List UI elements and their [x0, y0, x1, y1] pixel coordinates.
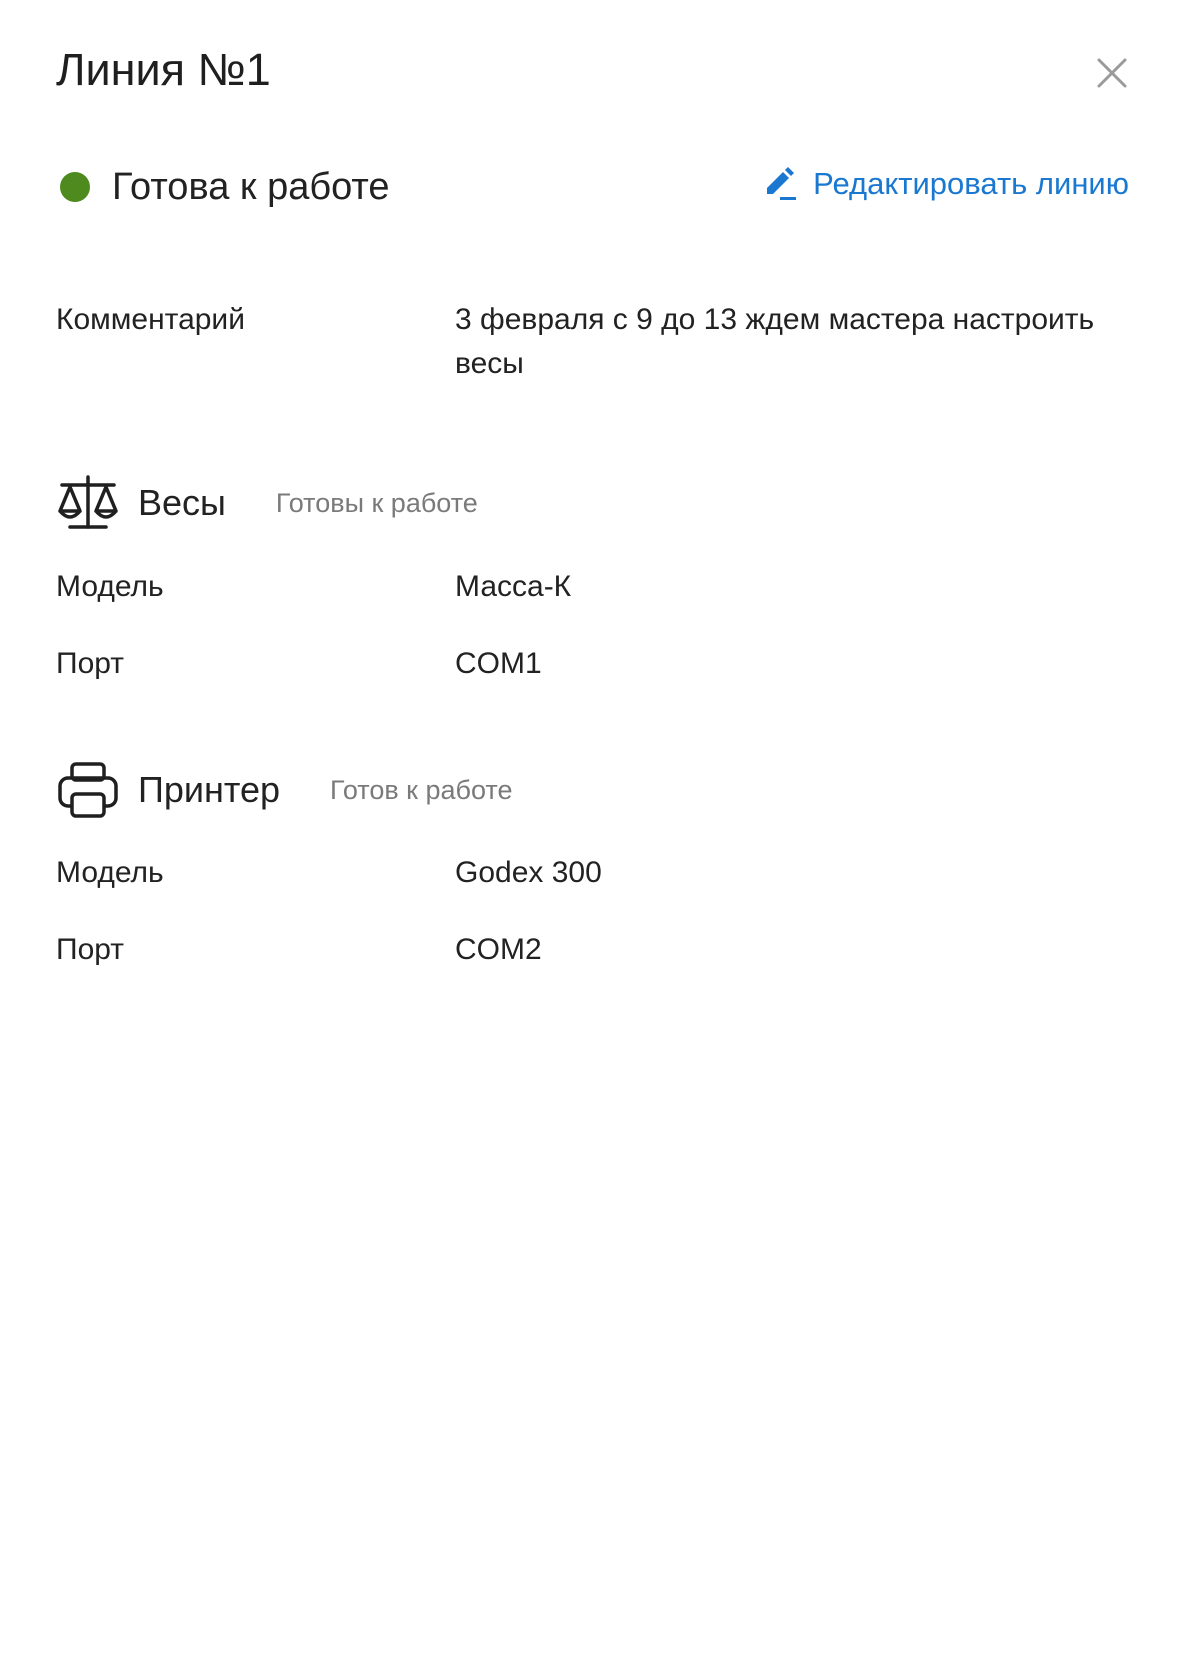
scales-model-label: Модель: [56, 570, 164, 603]
scales-port-label: Порт: [56, 647, 125, 680]
close-icon: [1094, 55, 1130, 91]
edit-line-label: Редактировать линию: [813, 166, 1129, 201]
scales-port-value: COM1: [455, 647, 542, 680]
printer-icon: [56, 760, 120, 820]
scales-status: Готовы к работе: [275, 488, 478, 518]
comment-value: 3 февраля с 9 до 13 ждем мастера настроить весы: [455, 303, 1095, 380]
comment-label: Комментарий: [56, 303, 245, 336]
scales-section-header: [56, 473, 478, 533]
close-button[interactable]: [1094, 55, 1130, 91]
line-status-text: Готова к работе: [112, 166, 390, 208]
scales-title: Весы: [138, 482, 226, 523]
printer-status: Готов к работе: [330, 775, 513, 805]
page-title: Линия №1: [56, 44, 271, 95]
printer-model-value: Godex 300: [455, 856, 602, 889]
printer-port-value: COM2: [455, 933, 542, 966]
printer-model-label: Модель: [56, 856, 164, 889]
printer-port-label: Порт: [56, 933, 125, 966]
pencil-icon: [763, 166, 799, 202]
scales-icon: [56, 473, 120, 533]
printer-title: Принтер: [138, 769, 281, 810]
edit-line-button[interactable]: [763, 160, 1129, 208]
printer-section-header: [56, 760, 513, 820]
scales-model-value: Масса-К: [455, 570, 572, 603]
status-dot: [60, 172, 90, 202]
line-status: [60, 160, 390, 214]
